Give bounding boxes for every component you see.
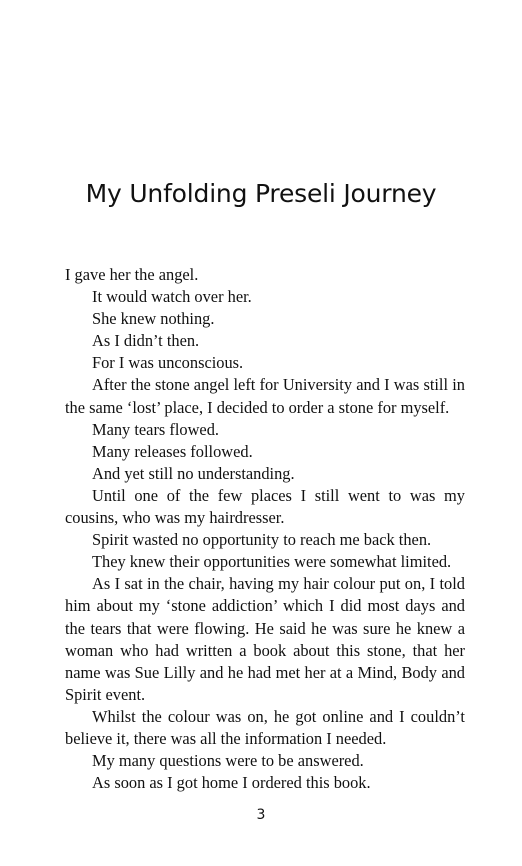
paragraph: My many questions were to be answered.: [92, 751, 364, 771]
paragraph: Many releases followed.: [92, 441, 253, 461]
paragraph: As I didn’t then.: [92, 331, 200, 351]
paragraph: She knew nothing.: [92, 309, 215, 329]
paragraph: Until one of the few places I still went to was my cousins, who was my hairdresser.: [65, 485, 465, 528]
chapter-body: [65, 264, 465, 794]
paragraph: After the stone angel left for University and I was still in the same ‘lost’ place, I decided to order a stone for myself.: [65, 375, 465, 417]
paragraph: It would watch over her.: [92, 287, 252, 307]
paragraph: Whilst the colour was on, he got online and I couldn’t believe it, there was all the information I needed.: [65, 706, 465, 748]
paragraph: I gave her the angel.: [65, 265, 199, 284]
paragraph: As soon as I got home I ordered this book.: [92, 773, 371, 793]
paragraph: They knew their opportunities were somewhat limited.: [92, 552, 452, 572]
paragraph: And yet still no understanding.: [92, 463, 295, 483]
page-number: 3: [256, 807, 266, 823]
paragraph: Many tears flowed.: [92, 419, 219, 439]
chapter-title: My Unfolding Preseli Journey: [85, 179, 437, 208]
paragraph: For I was unconscious.: [92, 353, 244, 373]
paragraph: Spirit wasted no opportunity to reach me back then.: [92, 530, 432, 550]
paragraph: As I sat in the chair, having my hair colour put on, I told him about my ‘stone addiction’ which I did most days and the tears that were flowing. He said he was sure he knew a woman who had written a book about this stone, that her name was Sue Lilly and he had met her at a Mind, Body and Spirit event.: [65, 574, 465, 704]
